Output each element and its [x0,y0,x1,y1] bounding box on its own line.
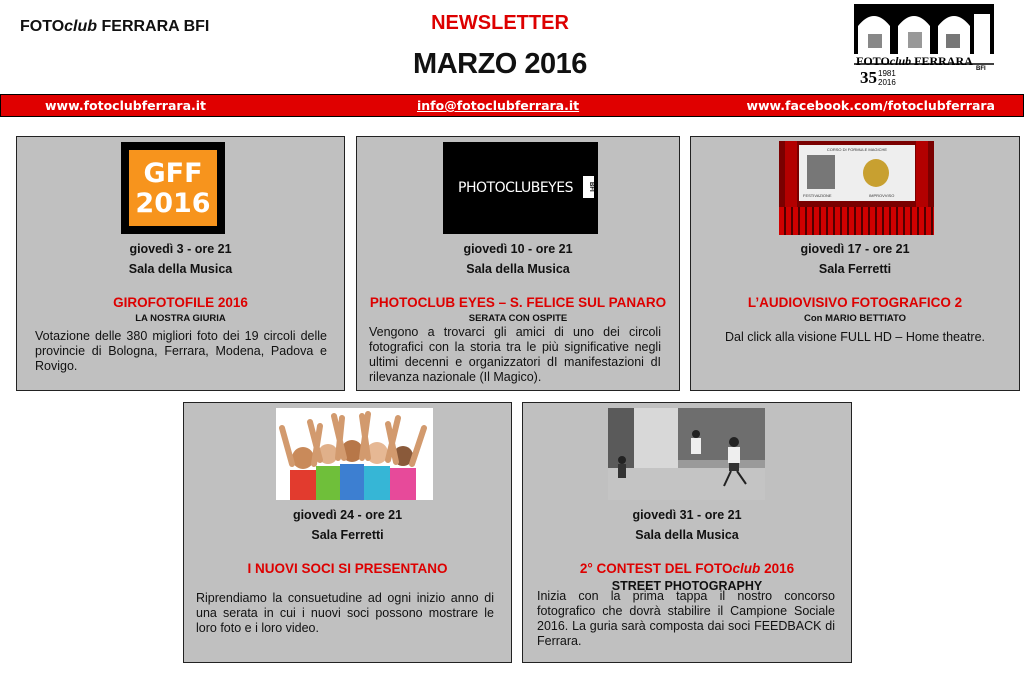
photoclub-eyes-logo [443,142,598,234]
screen-photo-left [807,155,835,189]
newsletter-heading: NEWSLETTER [431,12,569,34]
event-subtitle: SERATA CON OSPITE [468,313,568,324]
gff-logo-image [121,142,225,234]
event-description: Inizia con la prima tappa il nostro concorso fotografico che dovrà stabilire il Campione Sociale 2016. La guria sarà composta dai soci FEEDBACK di Ferrara. [537,589,835,648]
event-title [523,561,851,576]
cinema-screen [799,145,915,201]
event-card-audiovisivo [690,136,1020,391]
event-venue: Sala Ferretti [311,528,384,542]
logo-name-italic: club [889,54,912,68]
screen-label-left: FESTIVAZIONE [803,193,832,198]
logo-year-end: 2016 [878,78,896,87]
photoclub-eyes-bfi: BFI [583,176,594,198]
event-title-suffix: 2016 [760,561,795,576]
cinema-theatre-image [779,141,934,235]
event-description: Vengono a trovarci gli amici di uno dei circoli fotografici con la storia tra le più significative negli ultimi decenni e organizzatori dI manifestazioni dI rilevanza nazionale (Il Magico). [369,325,661,384]
screen-caption: CORSO DI FORMULE MAGICHE [826,147,888,152]
event-description: Votazione delle 380 migliori foto dei 19 circoli delle provincie di Bologna, Ferrara, Modena, Padova e Rovigo. [35,329,327,373]
street-photo [608,408,765,500]
email-link[interactable]: info@fotoclubferrara.it [417,98,580,113]
logo-name [856,54,973,69]
club-name [20,18,209,36]
event-venue: Sala della Musica [635,528,739,542]
event-title: I NUOVI SOCI SI PRESENTANO [247,561,448,576]
screen-label-right: IMPROVVISO [869,193,895,198]
logo-year-start: 1981 [878,69,896,78]
children-photo [276,408,433,500]
event-venue: Sala della Musica [128,262,233,276]
issue-month: MARZO 2016 [413,48,587,80]
logo-years: 35 [860,68,877,87]
event-venue: Sala della Musica [466,262,570,276]
facebook-link[interactable]: www.facebook.com/fotoclubferrara [746,98,995,113]
website-link[interactable]: www.fotoclubferrara.it [45,98,207,113]
logo-bfi: BFI [976,66,986,72]
gff-logo-line1: GFF [143,158,203,189]
gff-logo-line2: 2016 [135,188,211,219]
event-card-contest [522,402,852,663]
event-subtitle: Con MARIO BETTIATO [803,313,907,324]
event-date: giovedì 24 - ore 21 [292,508,403,522]
event-date: giovedì 3 - ore 21 [129,242,232,256]
event-card-photoclub-eyes [356,136,680,391]
event-subtitle: STREET PHOTOGRAPHY [611,579,763,593]
event-date: giovedì 17 - ore 21 [800,242,910,256]
event-date: giovedì 31 - ore 21 [632,508,742,522]
club-name-suffix: FERRARA BFI [97,18,210,35]
children-cheering-image [276,408,433,500]
event-title: PHOTOCLUB EYES – S. FELICE SUL PANARO [369,295,667,310]
event-card-gff [16,136,345,391]
logo-years-range [878,69,896,87]
event-description: Riprendiamo la consuetudine ad ogni inizio anno di una serata in cui i nuovi soci possono mostrare le loro foto e i loro video. [196,591,494,635]
screen-photo-right [863,159,889,187]
event-title: L’AUDIOVISIVO FOTOGRAFICO 2 [747,295,963,310]
event-date: giovedì 10 - ore 21 [463,242,573,256]
club-name-italic: club [64,18,98,35]
logo-name-prefix: FOTO [856,54,890,68]
club-name-prefix: FOTO [20,18,65,35]
club-logo [848,4,998,90]
event-venue: Sala Ferretti [818,262,892,276]
event-title-italic: club [732,561,761,576]
event-subtitle: LA NOSTRA GIURIA [135,313,226,324]
theatre-seats [779,207,934,235]
links-bar [0,94,1024,117]
event-title-prefix: 2° CONTEST DEL FOTO [579,561,733,576]
logo-name-suffix: FERRARA [911,54,973,68]
event-description: Dal click alla visione FULL HD – Home theatre. [724,330,986,344]
photoclub-eyes-text: PHOTOCLUBEYES [458,180,573,196]
street-children-image [608,408,765,500]
event-title: GIROFOTOFILE 2016 [113,295,248,310]
event-card-nuovi-soci [183,402,512,663]
